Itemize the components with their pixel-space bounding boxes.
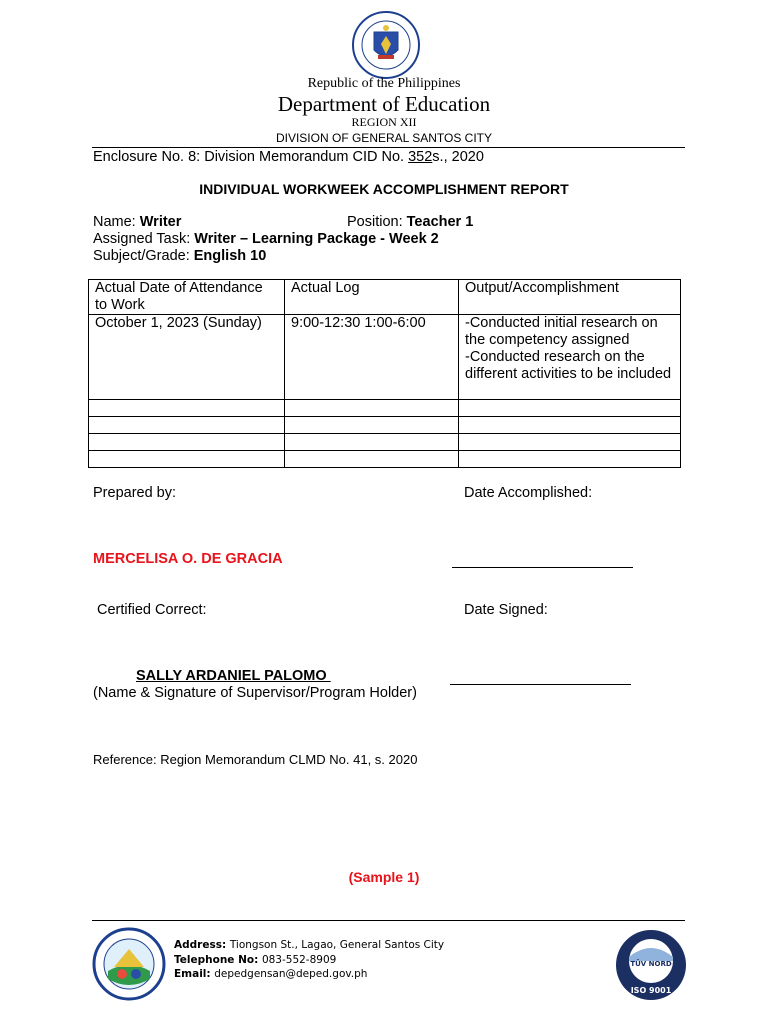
accomplishment-table xyxy=(88,279,681,468)
cell-log xyxy=(285,400,459,417)
header-divider xyxy=(92,147,685,148)
position-field xyxy=(347,214,473,230)
division-seal xyxy=(92,927,166,1001)
prepared-by-label: Prepared by: xyxy=(93,485,177,501)
cell-date xyxy=(89,451,285,468)
footer-contact xyxy=(174,938,444,982)
subject-label: Subject/Grade: xyxy=(93,248,194,264)
date-signed-label: Date Signed: xyxy=(464,602,548,618)
cell-output xyxy=(459,434,681,451)
region-line: REGION XII xyxy=(351,115,417,129)
sample-label: (Sample 1) xyxy=(348,869,420,885)
header-log: Actual Log xyxy=(285,280,459,315)
table-row xyxy=(89,417,681,434)
name-value: Writer xyxy=(139,214,182,230)
date-signed-line xyxy=(450,684,631,685)
name-field xyxy=(93,214,181,230)
table-row xyxy=(89,451,681,468)
seal-icon xyxy=(351,10,421,80)
supervisor-name: SALLY ARDANIEL PALOMO xyxy=(136,668,331,684)
department-title: Department of Education xyxy=(277,92,491,116)
email-label: Email: xyxy=(174,968,215,980)
address-label: Address: xyxy=(174,939,230,951)
phone-value: 083-552-8909 xyxy=(261,953,337,966)
cell-date xyxy=(89,434,285,451)
division-line: DIVISION OF GENERAL SANTOS CITY xyxy=(275,131,493,145)
subject-value: English 10 xyxy=(193,248,267,264)
footer-address xyxy=(174,938,444,953)
table-row xyxy=(89,434,681,451)
footer-divider xyxy=(92,920,685,921)
task-label: Assigned Task: xyxy=(93,231,195,247)
enclosure-number: 352 xyxy=(408,149,433,165)
date-accomplished-line xyxy=(452,567,633,568)
republic-line: Republic of the Philippines xyxy=(307,76,461,91)
cell-output xyxy=(459,400,681,417)
enclosure-suffix: s., 2020 xyxy=(432,149,484,165)
cell-output xyxy=(459,417,681,434)
cell-log xyxy=(285,417,459,434)
enclosure-line xyxy=(93,149,484,165)
task-value: Writer – Learning Package - Week 2 xyxy=(194,231,439,247)
position-value: Teacher 1 xyxy=(406,214,474,230)
table-header-row xyxy=(89,280,681,315)
cell-log: 9:00-12:30 1:00-6:00 xyxy=(285,315,459,400)
phone-label: Telephone No: xyxy=(174,953,262,966)
footer-phone xyxy=(174,953,444,968)
task-field xyxy=(93,231,439,247)
header-output: Output/Accomplishment xyxy=(459,280,681,315)
name-label: Name: xyxy=(93,214,140,230)
report-title: INDIVIDUAL WORKWEEK ACCOMPLISHMENT REPORT xyxy=(199,181,569,197)
cell-log xyxy=(285,451,459,468)
preparer-name: MERCELISA O. DE GRACIA xyxy=(93,551,283,567)
iso-brand-text: TÜV NORD xyxy=(630,960,672,968)
enclosure-prefix: Enclosure No. 8: Division Memorandum CID No. xyxy=(93,149,409,165)
cell-output: -Conducted initial research on the competency assigned -Conducted research on the different activities to be included xyxy=(459,315,681,400)
cell-output xyxy=(459,451,681,468)
cell-date xyxy=(89,417,285,434)
iso-label-text: ISO 9001 xyxy=(630,986,672,995)
reference-line: Reference: Region Memorandum CLMD No. 41, s. 2020 xyxy=(93,752,418,767)
cell-date: October 1, 2023 (Sunday) xyxy=(89,315,285,400)
date-accomplished-label: Date Accomplished: xyxy=(464,485,593,501)
certified-correct-label: Certified Correct: xyxy=(97,602,207,618)
email-value: depedgensan@deped.gov.ph xyxy=(214,968,368,980)
iso-badge xyxy=(615,929,687,1001)
footer-email xyxy=(174,967,444,982)
subject-field xyxy=(93,248,266,264)
header-date: Actual Date of Attendance to Work xyxy=(89,280,285,315)
supervisor-caption: (Name & Signature of Supervisor/Program Holder) xyxy=(93,685,417,701)
table-row xyxy=(89,315,681,400)
table-row xyxy=(89,400,681,417)
iso-certification-icon xyxy=(615,929,687,1001)
deped-seal xyxy=(351,10,421,80)
address-value: Tiongson St., Lagao, General Santos City xyxy=(229,939,445,951)
cell-log xyxy=(285,434,459,451)
cell-date xyxy=(89,400,285,417)
position-label: Position: xyxy=(347,214,407,230)
division-seal-icon xyxy=(92,927,166,1001)
